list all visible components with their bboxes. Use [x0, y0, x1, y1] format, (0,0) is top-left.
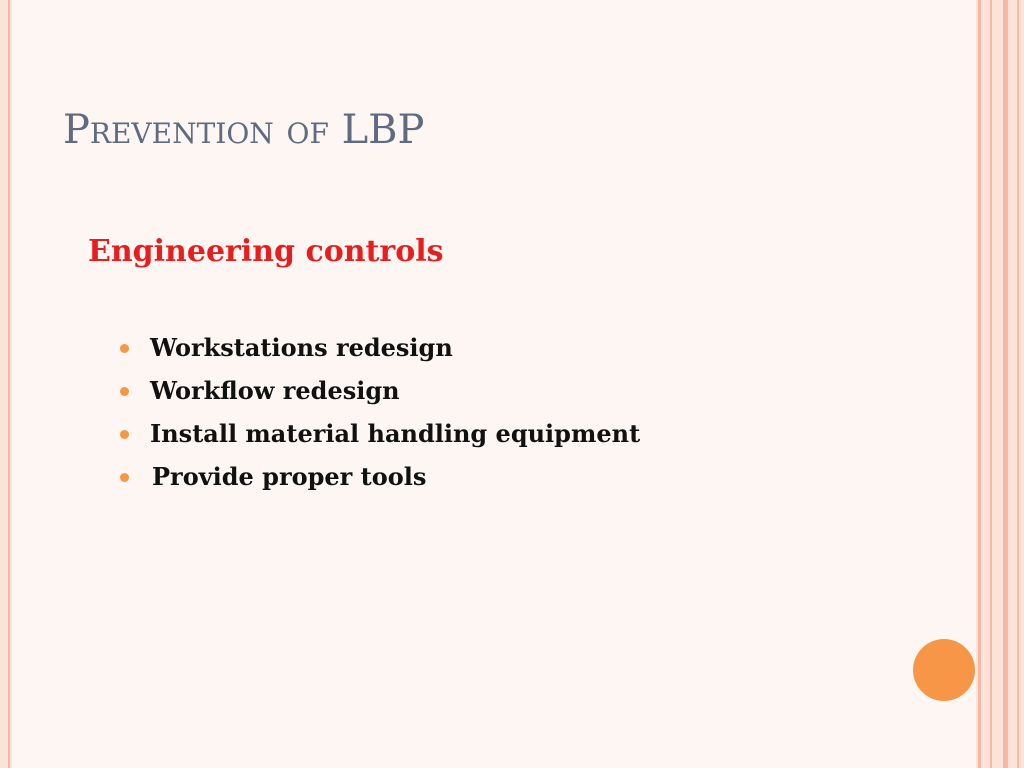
left-frame-band: [0, 0, 12, 768]
right-frame-line: [1017, 0, 1019, 768]
bullet-text: Workflow redesign: [150, 376, 400, 405]
right-frame-line: [978, 0, 981, 768]
left-frame-line: [8, 0, 10, 768]
bullet-text: Install material handling equipment: [150, 419, 641, 448]
bullet-dot-icon: [120, 387, 129, 396]
accent-circle-icon: [913, 639, 975, 701]
right-frame-line: [1003, 0, 1008, 768]
slide-title: Prevention of LBP: [63, 107, 425, 153]
bullet-dot-icon: [120, 473, 129, 482]
right-frame-line: [990, 0, 992, 768]
bullet-text: Workstations redesign: [150, 333, 453, 362]
bullet-text: Provide proper tools: [152, 462, 427, 491]
bullet-dot-icon: [120, 344, 129, 353]
section-subheading: Engineering controls: [88, 234, 444, 269]
bullet-dot-icon: [120, 430, 129, 439]
